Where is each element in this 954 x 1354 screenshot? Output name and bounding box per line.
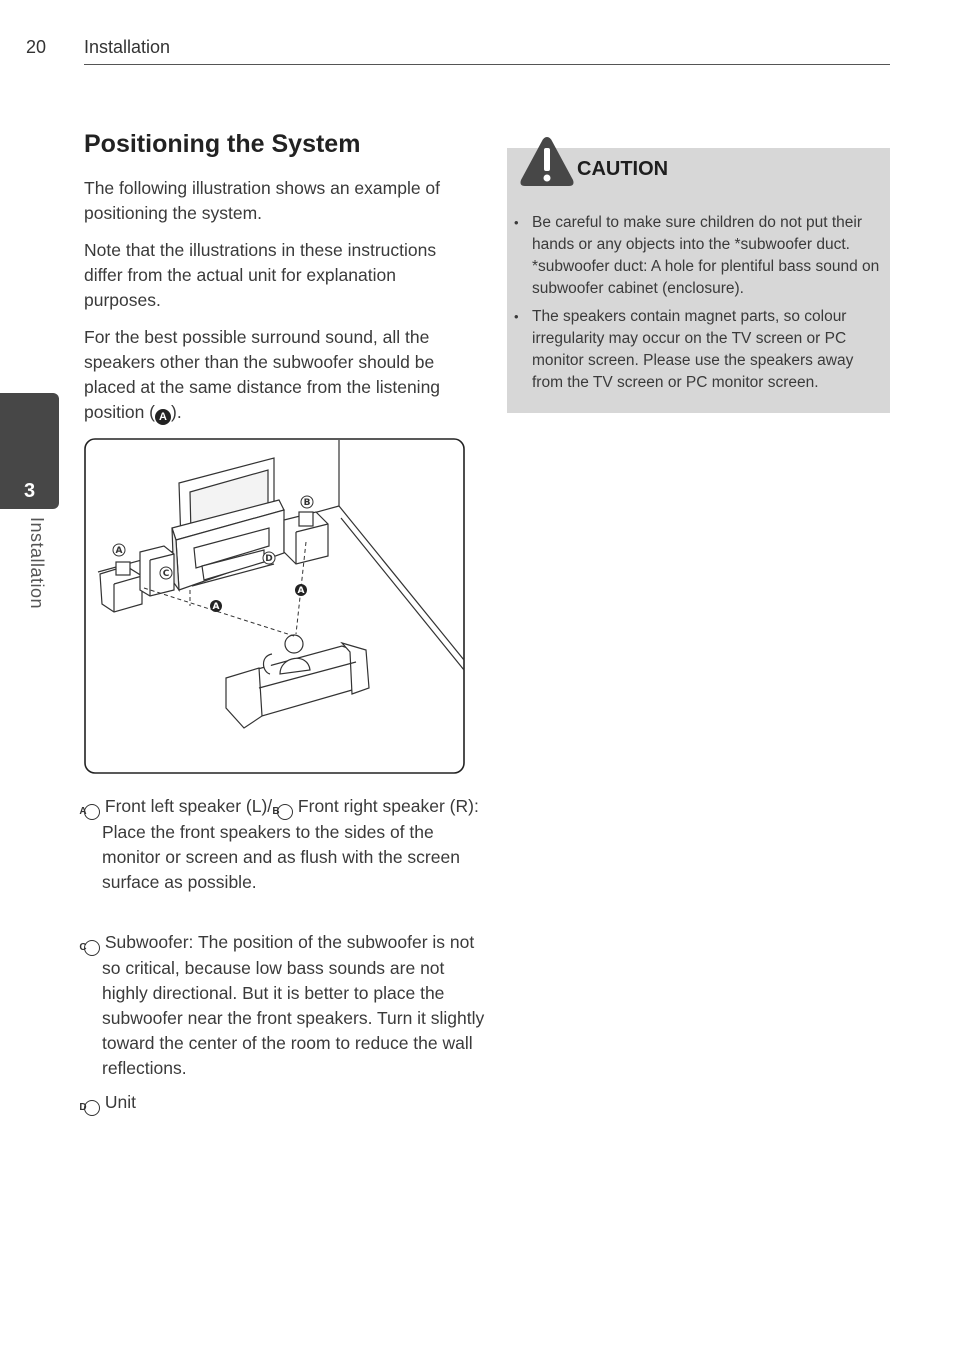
- legend-unit: [79, 1090, 490, 1116]
- legend-subwoofer: [79, 930, 490, 1081]
- list-item: [507, 306, 890, 394]
- legend-front-right-label: Front right speaker (R):: [297, 796, 479, 816]
- caution-list: [507, 212, 890, 400]
- badge-c: C: [84, 940, 100, 956]
- svg-text:A: A: [212, 602, 220, 612]
- legend-front-description: Place the front speakers to the sides of the monitor or screen and as flush with the screen surface as possible.: [102, 822, 460, 892]
- svg-text:A: A: [297, 586, 305, 596]
- front-right-speaker: [284, 512, 328, 564]
- label-front-right: [301, 496, 313, 508]
- header-divider: [84, 64, 890, 65]
- page-header: [0, 0, 954, 70]
- label-subwoofer: [160, 567, 172, 579]
- note-paragraph: Note that the illustrations in these instructions differ from the actual unit for explanation purposes.: [84, 240, 437, 310]
- legend-unit-text: Unit: [104, 1092, 136, 1112]
- label-distance-right: [295, 584, 307, 596]
- page-number: 20: [26, 37, 47, 57]
- section-heading: Positioning the System: [84, 130, 361, 158]
- label-unit: [263, 552, 275, 564]
- warning-icon: [518, 134, 576, 188]
- legend-subwoofer-text: Subwoofer: The position of the subwoofer is not so critical, because low bass sounds are not highly directional. But it is better to place the subwoofer near the front speakers. Turn it slightly toward the center of the room to reduce the wall reflections.: [102, 932, 485, 1078]
- surround-text: For the best possible surround sound, all the speakers other than the subwoofer should be placed at the same distance from the listening position (: [84, 327, 441, 422]
- label-front-left: [113, 544, 125, 556]
- intro-paragraph: The following illustration shows an example of positioning the system.: [84, 178, 441, 223]
- surround-paragraph: [84, 325, 470, 425]
- surround-text-end: ).: [171, 402, 182, 422]
- chapter-number: 3: [23, 480, 36, 502]
- listening-position-badge: A: [155, 409, 171, 425]
- caution-item-text: Be careful to make sure children do not put their hands or any objects into the *subwoofer duct. *subwoofer duct: A hole for plentiful bass sound on subwoofer cabinet (enclosure).: [532, 214, 880, 297]
- svg-text:B: B: [303, 498, 311, 508]
- svg-text:C: C: [162, 569, 170, 579]
- legend-front-left-label: Front left speaker (L)/: [104, 796, 273, 816]
- svg-text:D: D: [265, 554, 273, 564]
- caution-item-text: The speakers contain magnet parts, so colour irregularity may occur on the TV screen or PC monitor screen. Please use the speakers away from the TV screen or PC monitor screen.: [532, 308, 854, 391]
- list-item: [507, 212, 890, 300]
- badge-d: D: [84, 1100, 100, 1116]
- label-distance-left: [210, 600, 222, 612]
- chapter-tab: [0, 393, 59, 509]
- caution-title: CAUTION: [577, 158, 669, 180]
- speaker-placement-illustration: [84, 438, 465, 774]
- badge-b: B: [277, 804, 293, 820]
- chapter-label: Installation: [27, 517, 47, 610]
- running-header-title: Installation: [84, 37, 171, 57]
- badge-a: A: [84, 804, 100, 820]
- svg-text:A: A: [115, 546, 123, 556]
- legend-front-speakers: [79, 794, 490, 895]
- bullet-icon: •: [514, 309, 519, 324]
- bullet-icon: •: [514, 215, 519, 230]
